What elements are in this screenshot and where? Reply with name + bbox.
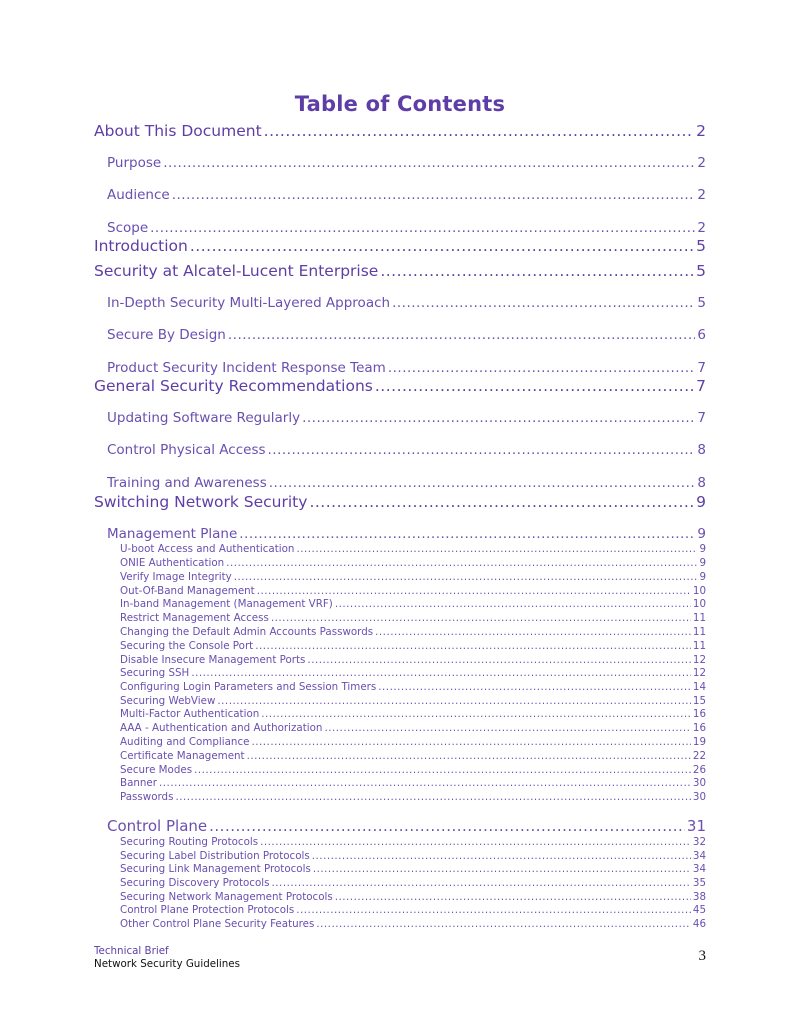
toc-entry-title: Secure By Design (107, 327, 226, 343)
toc-entry[interactable] (107, 295, 706, 311)
toc-entry[interactable] (120, 654, 706, 666)
toc-entry[interactable] (120, 736, 706, 748)
toc-entry-title: Out-Of-Band Management (120, 585, 255, 597)
toc-entry-page: 2 (697, 187, 706, 203)
toc-entry-page: 9 (699, 543, 706, 555)
toc-dot-leader (380, 262, 694, 280)
toc-entry[interactable] (107, 220, 706, 236)
toc-dot-leader (260, 836, 691, 848)
toc-entry-page: 10 (692, 598, 706, 610)
toc-entry-title: Control Plane Protection Protocols (120, 904, 295, 916)
toc-entry-page: 5 (696, 262, 706, 280)
footer-doc-title: Network Security Guidelines (94, 958, 241, 970)
toc-entry-page: 9 (696, 493, 706, 511)
toc-entry-page: 38 (692, 891, 706, 903)
toc-entry-title: Multi-Factor Authentication (120, 708, 260, 720)
toc-entry[interactable] (94, 122, 706, 140)
toc-entry[interactable] (120, 836, 706, 848)
toc-entry-title: Verify Image Integrity (120, 571, 232, 583)
toc-entry-title: Control Physical Access (107, 442, 266, 458)
toc-dot-leader (255, 640, 691, 652)
toc-dot-leader (316, 918, 691, 930)
toc-entry-page: 30 (692, 777, 706, 789)
toc-entry-title: AAA - Authentication and Authorization (120, 722, 323, 734)
footer (94, 945, 240, 971)
toc-entry[interactable] (120, 791, 706, 803)
toc-entry-title: ONIE Authentication (120, 557, 225, 569)
toc-entry-title: General Security Recommendations (94, 377, 373, 395)
toc-entry-title: Purpose (107, 155, 162, 171)
toc-entry-page: 31 (686, 817, 706, 835)
toc-entry-page: 6 (697, 327, 706, 343)
toc-entry-page: 32 (692, 836, 706, 848)
toc-entry-page: 5 (696, 237, 706, 255)
toc-entry[interactable] (107, 327, 706, 343)
toc-entry[interactable] (120, 598, 706, 610)
toc-entry-page: 12 (692, 654, 706, 666)
toc-entry-title: Securing the Console Port (120, 640, 254, 652)
toc-entry-title: U-boot Access and Authentication (120, 543, 295, 555)
toc-entry-title: Audience (107, 187, 170, 203)
toc-entry[interactable] (107, 475, 706, 491)
toc-entry[interactable] (120, 863, 706, 875)
footer-doc-type: Technical Brief (94, 945, 169, 957)
toc-dot-leader (191, 667, 691, 679)
toc-entry-page: 7 (697, 410, 706, 426)
toc-entry-title: In-Depth Security Multi-Layered Approach (107, 295, 391, 311)
toc-entry-title: Control Plane (107, 817, 208, 835)
toc-entry-title: Introduction (94, 237, 188, 255)
toc-entry-page: 11 (692, 626, 706, 638)
toc-dot-leader (268, 442, 696, 458)
toc-entry-title: Securing Label Distribution Protocols (120, 850, 310, 862)
toc-dot-leader (172, 187, 696, 203)
toc-entry[interactable] (107, 187, 706, 203)
toc-entry-title: Configuring Login Parameters and Session Timers (120, 681, 377, 693)
toc-entry-title: Security at Alcatel-Lucent Enterprise (94, 262, 379, 280)
toc-entry-page: 11 (692, 640, 706, 652)
toc-entry-title: Updating Software Regularly (107, 410, 301, 426)
toc-dot-leader (309, 493, 694, 511)
toc-entry[interactable] (120, 695, 706, 707)
toc-entry-page: 9 (699, 557, 706, 569)
toc-dot-leader (271, 612, 691, 624)
toc-dot-leader (264, 122, 694, 140)
toc-entry-title: Banner (120, 777, 157, 789)
toc-entry-title: Securing SSH (120, 667, 190, 679)
toc-entry-title: Disable Insecure Management Ports (120, 654, 306, 666)
toc-entry-page: 8 (697, 475, 706, 491)
toc-entry-title: Securing Network Management Protocols (120, 891, 333, 903)
toc-entry[interactable] (107, 155, 706, 171)
toc-entry-title: Secure Modes (120, 764, 193, 776)
toc-dot-leader (190, 237, 694, 255)
toc-dot-leader (313, 863, 691, 875)
toc-dot-leader (261, 708, 691, 720)
toc-dot-leader (335, 891, 691, 903)
toc-entry-title: Securing Link Management Protocols (120, 863, 311, 875)
toc-entry-title: Certificate Management (120, 750, 245, 762)
toc-dot-leader (257, 585, 691, 597)
toc-dot-leader (272, 877, 691, 889)
toc-dot-leader (234, 571, 698, 583)
toc-entry-title: Training and Awareness (107, 475, 267, 491)
toc-entry[interactable] (120, 667, 706, 679)
toc-entry-title: In-band Management (Management VRF) (120, 598, 333, 610)
toc-dot-leader (296, 543, 697, 555)
toc-dot-leader (324, 722, 690, 734)
toc-entry-page: 8 (697, 442, 706, 458)
toc-dot-leader (392, 295, 695, 311)
toc-entry[interactable] (120, 640, 706, 652)
toc-entry-page: 12 (692, 667, 706, 679)
page-number: 3 (698, 948, 706, 964)
toc-entry-title: Changing the Default Admin Accounts Passwords (120, 626, 374, 638)
toc-entry-title: Product Security Incident Response Team (107, 360, 386, 376)
toc-entry-page: 46 (692, 918, 706, 930)
toc-dot-leader (307, 654, 690, 666)
toc-dot-leader (388, 360, 696, 376)
toc-entry[interactable] (120, 918, 706, 930)
toc-entry-page: 34 (692, 863, 706, 875)
toc-entry[interactable] (94, 237, 706, 255)
toc-dot-leader (378, 681, 691, 693)
toc-dot-leader (296, 904, 691, 916)
toc-dot-leader (375, 626, 691, 638)
toc-entry[interactable] (120, 571, 706, 583)
toc-entry-page: 35 (692, 877, 706, 889)
toc-entry[interactable] (94, 377, 706, 395)
toc-dot-leader (375, 377, 694, 395)
toc-dot-leader (335, 598, 691, 610)
toc-entry[interactable] (107, 526, 706, 542)
toc-entry-page: 7 (697, 360, 706, 376)
toc-entry[interactable] (120, 585, 706, 597)
toc-entry[interactable] (120, 877, 706, 889)
toc-entry-page: 45 (692, 904, 706, 916)
toc-entry[interactable] (120, 850, 706, 862)
toc-entry-page: 30 (692, 791, 706, 803)
toc-entry-page: 7 (696, 377, 706, 395)
toc-entry[interactable] (120, 681, 706, 693)
toc-entry[interactable] (94, 262, 706, 280)
toc-entry-page: 22 (692, 750, 706, 762)
toc-entry-title: Auditing and Compliance (120, 736, 250, 748)
toc-dot-leader (251, 736, 690, 748)
toc-entry[interactable] (120, 777, 706, 789)
toc-entry[interactable] (107, 817, 706, 835)
toc-entry-page: 15 (692, 695, 706, 707)
toc-dot-leader (247, 750, 691, 762)
toc-entry[interactable] (107, 410, 706, 426)
toc-entry-page: 2 (697, 155, 706, 171)
toc-entry-title: Securing WebView (120, 695, 216, 707)
toc-dot-leader (228, 327, 696, 343)
toc-entry-page: 2 (697, 220, 706, 236)
toc-entry-page: 14 (692, 681, 706, 693)
toc-entry-page: 34 (692, 850, 706, 862)
toc-entry[interactable] (120, 722, 706, 734)
toc-entry[interactable] (120, 708, 706, 720)
toc-dot-leader (159, 777, 691, 789)
toc-entry-page: 16 (692, 708, 706, 720)
toc-dot-leader (209, 817, 685, 835)
toc-entry[interactable] (120, 764, 706, 776)
toc-dot-leader (302, 410, 695, 426)
toc-entry-title: About This Document (94, 122, 262, 140)
toc-entry-page: 10 (692, 585, 706, 597)
toc-entry[interactable] (120, 612, 706, 624)
toc-entry-page: 19 (692, 736, 706, 748)
toc-entry-page: 5 (697, 295, 706, 311)
toc-entry[interactable] (107, 442, 706, 458)
toc-entry[interactable] (120, 543, 706, 555)
toc-entry-page: 2 (696, 122, 706, 140)
page-title: Table of Contents (294, 92, 506, 116)
toc-dot-leader (269, 475, 696, 491)
toc-entry-page: 9 (699, 571, 706, 583)
toc-entry-title: Restrict Management Access (120, 612, 269, 624)
toc-entry[interactable] (120, 904, 706, 916)
toc-entry-title: Securing Routing Protocols (120, 836, 259, 848)
toc-entry[interactable] (120, 626, 706, 638)
toc-entry[interactable] (107, 360, 706, 376)
toc-dot-leader (217, 695, 691, 707)
toc-dot-leader (175, 791, 690, 803)
toc-entry-title: Other Control Plane Security Features (120, 918, 315, 930)
toc-dot-leader (312, 850, 691, 862)
toc-dot-leader (239, 526, 695, 542)
toc-entry[interactable] (120, 891, 706, 903)
toc-entry-title: Securing Discovery Protocols (120, 877, 270, 889)
toc-entry-title: Passwords (120, 791, 174, 803)
toc-entry-title: Management Plane (107, 526, 238, 542)
toc-dot-leader (226, 557, 697, 569)
toc-entry-title: Switching Network Security (94, 493, 308, 511)
toc-entry-page: 26 (692, 764, 706, 776)
toc-dot-leader (163, 155, 695, 171)
toc-entry-page: 9 (697, 526, 706, 542)
toc-entry[interactable] (94, 493, 706, 511)
toc-entry[interactable] (120, 750, 706, 762)
toc-entry-page: 11 (692, 612, 706, 624)
toc-dot-leader (194, 764, 691, 776)
toc-entry-title: Scope (107, 220, 149, 236)
toc-dot-leader (150, 220, 695, 236)
toc-entry[interactable] (120, 557, 706, 569)
toc-entry-page: 16 (692, 722, 706, 734)
